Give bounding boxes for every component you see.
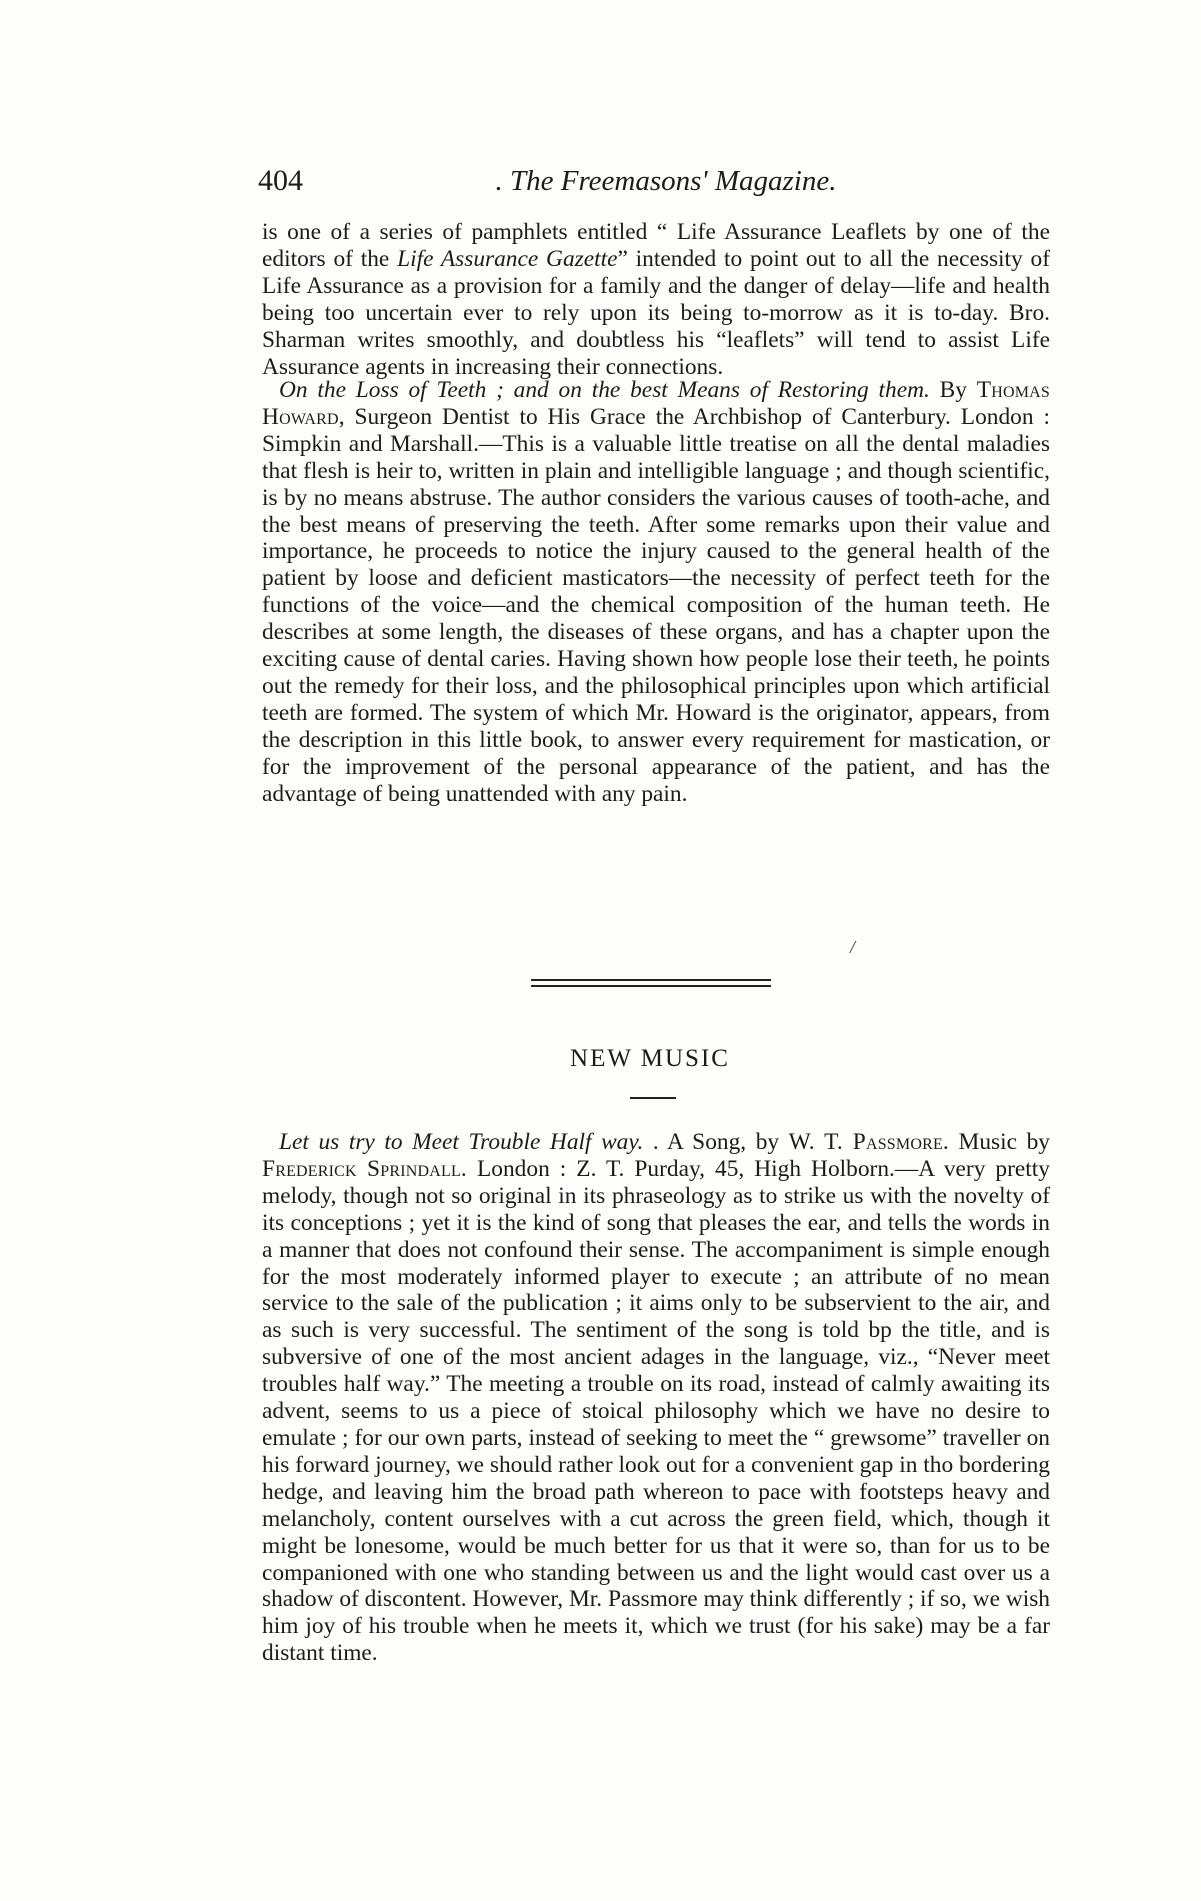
text-segment: is one of a series of pamphlets entitled “ Life Assurance Leaflets by one of the editors of the	[262, 219, 1050, 272]
song-title: Let us try to Meet Trouble Half way.	[279, 1129, 644, 1155]
divider-line	[531, 979, 771, 981]
book-title: On the Loss of Teeth ; and on the best Means of Restoring them.	[279, 377, 930, 403]
text-segment: ” intended to point out to all the necessity of Life Assurance as a provision for a family and the danger of delay—life and health being too uncertain ever to rely upon its being to-morrow as it is to-day. Bro. Sharman writes smoothly, and doubtless his “leaflets” will tend to assist Life Assurance agents in increasing their connections.	[262, 245, 1051, 380]
stray-ink-mark: /	[850, 937, 856, 957]
lyricist-name: W. T. Passmore.	[788, 1129, 949, 1155]
text-segment-italic: Life Assurance Gazette	[397, 245, 618, 272]
text-segment: London : Z. T. Purday, 45, High Holborn.—A very pretty melody, though not so original in its phraseology as to strike us with the novelty of its conceptions ; yet it is the kind of song that pleases the ear, and tells the words in a manner that does not confound their sense. The accompaniment is simple enough for the most moderately informed player to execute ; an attribute of no mean service to the sale of the publication ; it aims only to be subservient to the air, and as such is very successful. The sentiment of the song is told bp the title, and is subversive of one of the most ancient adages in the language, viz., “Never meet troubles half way.” The meeting a trouble on its road, instead of calmly awaiting its advent, seems to us a piece of stoical philosophy which we have no desire to emulate ; for our own parts, instead of seeking to meet the “ grewsome” traveller on his forward journey, we should rather look out for a convenient gap in tho bordering hedge, and leaving him the broad path whereon to pace with footsteps heavy and melancholy, content ourselves with a cut across the green field, which, though it might be lonesome, would be much better for us that it were so, than for us to be companioned with one who standing between us and the light would cast over us a shadow of discontent. However, Mr. Passmore may think differently ; if so, we wish him joy of his trouble when he meets it, which we trust (for his sake) may be a far distant time.	[262, 1155, 1050, 1667]
paragraph-life-assurance	[262, 219, 1050, 380]
text-segment: , Surgeon Dentist to His Grace the Archbishop of Canterbury. London : Simpkin and Marshall.—This is a valuable little treatise on all the dental maladies that flesh is heir to, written in plain and intelligible language ; and though scientific, is by no means abstruse. The author considers the various causes of tooth-ache, and the best means of preserving the teeth. After some remarks upon their value and importance, he proceeds to notice the injury caused to the general health of the patient by loose and deficient masticators—the necessity of perfect teeth for the functions of the voice—and the chemical composition of the human teeth. He describes at some length, the diseases of these organs, and has a chapter upon the exciting cause of dental caries. Having shown how people lose their teeth, he points out the remedy for their loss, and the philosophical principles upon which artificial teeth are formed. The system of which Mr. Howard is the originator, appears, from the description in this little book, to answer every requirement for mastication, or for the improvement of the personal appearance of the patient, and has the advantage of being unattended with any pain.	[262, 403, 1050, 807]
title-underline	[630, 1097, 676, 1099]
text-segment: Music by	[948, 1129, 1050, 1155]
page-header	[258, 164, 1048, 204]
author-name: Thomas Howard	[262, 377, 1051, 430]
section-divider	[531, 979, 771, 989]
running-title: . The Freemasons' Magazine.	[495, 165, 837, 197]
paragraph-music-review	[262, 1129, 1050, 1667]
divider-line	[531, 985, 771, 987]
paragraph-loss-of-teeth-review	[262, 377, 1050, 808]
page-number: 404	[258, 164, 303, 197]
text-segment: By	[929, 377, 977, 403]
section-title: NEW MUSIC	[570, 1045, 730, 1072]
text-segment: . A Song, by	[643, 1129, 789, 1155]
composer-name: Frederick Sprindall.	[262, 1155, 467, 1182]
